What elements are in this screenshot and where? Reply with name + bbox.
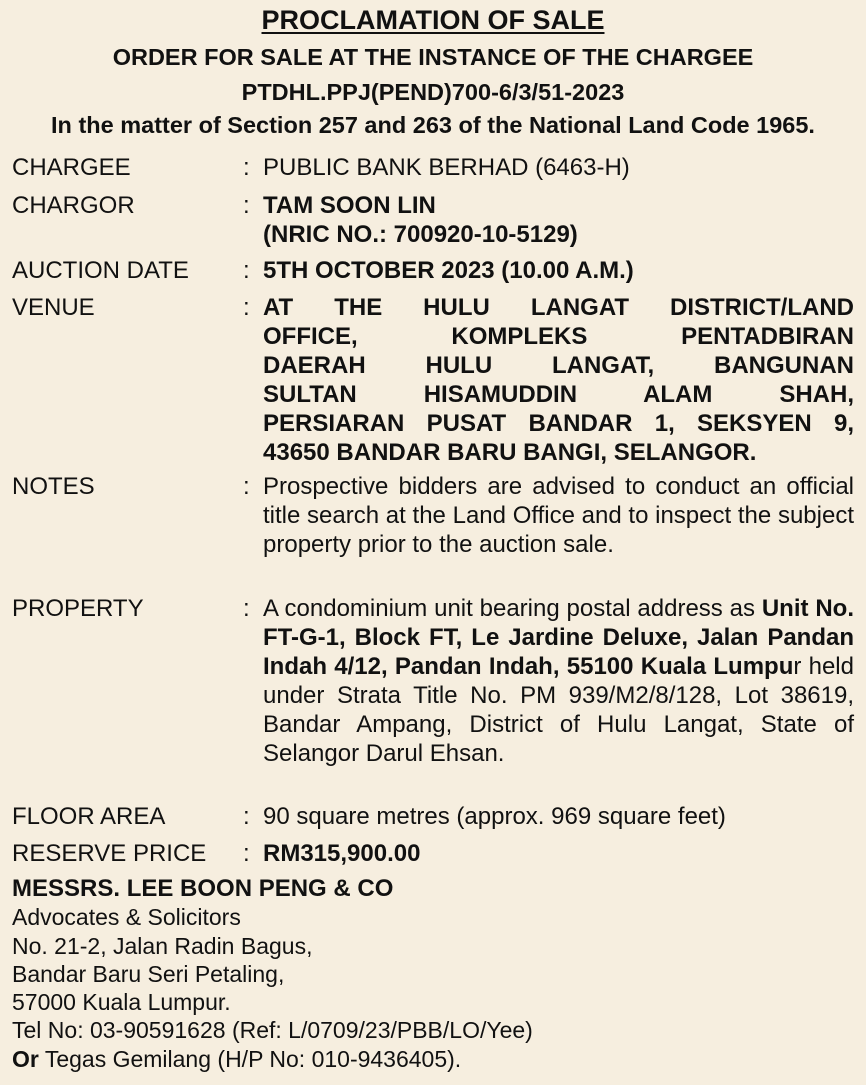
venue-line: SULTAN HISAMUDDIN ALAM SHAH,	[263, 381, 854, 408]
separator-colon: :	[243, 803, 250, 830]
separator-colon: :	[243, 154, 250, 181]
auction-date-value: 5TH OCTOBER 2023 (10.00 A.M.)	[263, 257, 634, 284]
law-firm-telephone: Tel No: 03-90591628 (Ref: L/0709/23/PBB/LO/Yee)	[12, 1017, 533, 1044]
chargor-nric: (NRIC NO.: 700920-10-5129)	[263, 221, 578, 248]
legal-matter-line: In the matter of Section 257 and 263 of the National Land Code 1965.	[51, 112, 815, 138]
chargor-label: CHARGOR	[12, 192, 135, 219]
venue-value	[263, 293, 854, 467]
chargor-value	[263, 191, 854, 249]
floor-area-value: 90 square metres (approx. 969 square feet)	[263, 803, 726, 830]
venue-label: VENUE	[12, 294, 95, 321]
separator-colon: :	[243, 840, 250, 867]
separator-colon: :	[243, 192, 250, 219]
chargee-label: CHARGEE	[12, 154, 131, 181]
alternate-contact-text: Tegas Gemilang (H/P No: 010-9436405).	[38, 1045, 462, 1072]
law-firm-role: Advocates & Solicitors	[12, 904, 241, 931]
venue-line: DAERAH HULU LANGAT, BANGUNAN	[263, 352, 854, 379]
notice-title: PROCLAMATION OF SALE	[261, 5, 605, 35]
reference-number: PTDHL.PPJ(PEND)700-6/3/51-2023	[241, 79, 625, 105]
notes-value: Prospective bidders are advised to conduct an official title search at the Land Office and to inspect the subject property prior to the auction sale.	[263, 473, 854, 558]
property-value	[263, 594, 854, 768]
venue-line: 43650 BANDAR BARU BANGI, SELANGOR.	[263, 439, 757, 466]
separator-colon: :	[243, 294, 250, 321]
or-label: Or	[12, 1045, 39, 1072]
separator-colon: :	[243, 473, 250, 500]
reserve-price-value: RM315,900.00	[263, 840, 421, 867]
property-intro: A condominium unit bearing postal address as	[263, 595, 755, 622]
law-firm-name: MESSRS. LEE BOON PENG & CO	[12, 875, 394, 902]
property-label: PROPERTY	[12, 595, 144, 622]
floor-area-label: FLOOR AREA	[12, 803, 166, 830]
notice-subtitle: ORDER FOR SALE AT THE INSTANCE OF THE CHARGEE	[112, 44, 754, 70]
notes-label: NOTES	[12, 473, 95, 500]
venue-line: AT THE HULU LANGAT DISTRICT/LAND	[263, 294, 854, 321]
property-title-details: r held under Strata Title No. PM 939/M2/8/128, Lot 38619, Bandar Ampang, District of Hulu Langat, State of Selangor Darul Ehsan.	[263, 653, 854, 767]
alternate-contact	[12, 1045, 854, 1073]
reserve-price-label: RESERVE PRICE	[12, 840, 207, 867]
auction-date-label: AUCTION DATE	[12, 257, 189, 284]
property-address: Unit No. FT-G-1, Block FT, Le Jardine Deluxe, Jalan Pandan Indah 4/12, Pandan Indah, 55100 Kuala Lumpu	[263, 595, 854, 680]
separator-colon: :	[243, 595, 250, 622]
separator-colon: :	[243, 257, 250, 284]
law-firm-address-line: No. 21-2, Jalan Radin Bagus,	[12, 932, 313, 959]
venue-line: PERSIARAN PUSAT BANDAR 1, SEKSYEN 9,	[263, 410, 854, 437]
chargee-value: PUBLIC BANK BERHAD (6463-H)	[263, 154, 630, 181]
solicitor-block	[12, 875, 854, 1073]
law-firm-address-line: Bandar Baru Seri Petaling,	[12, 960, 285, 987]
venue-line: OFFICE, KOMPLEKS PENTADBIRAN	[263, 323, 854, 350]
chargor-name: TAM SOON LIN	[263, 192, 436, 219]
law-firm-address-line: 57000 Kuala Lumpur.	[12, 989, 231, 1016]
